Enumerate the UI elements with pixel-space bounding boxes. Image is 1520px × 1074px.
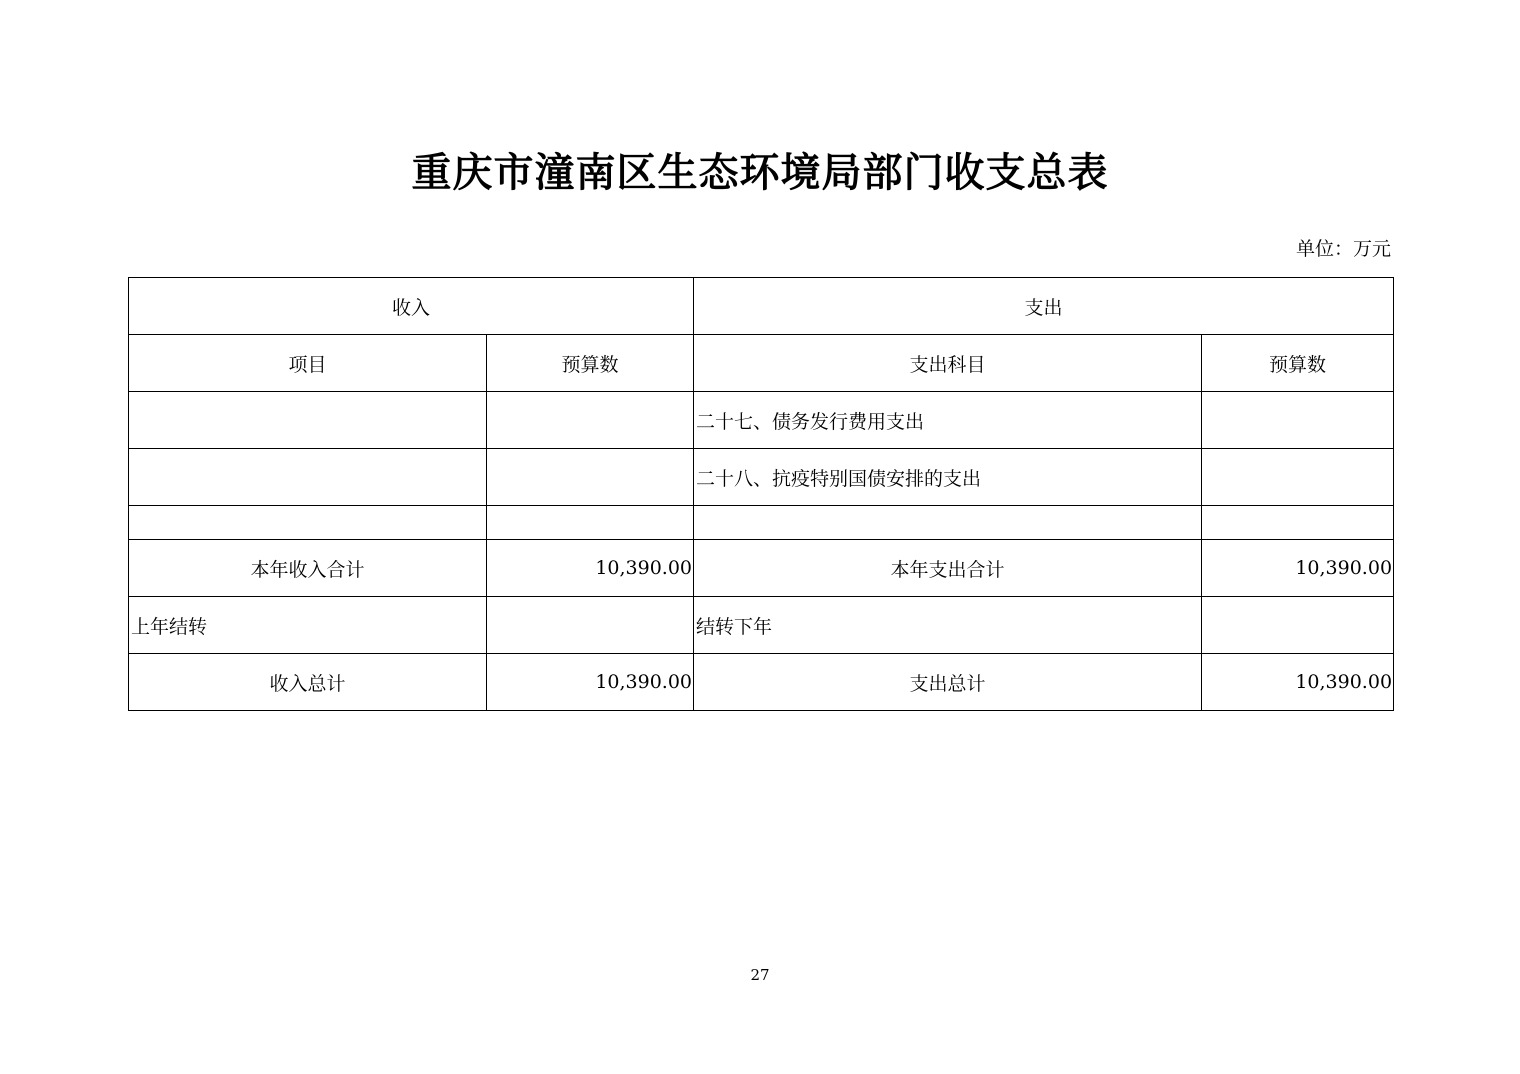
income-item-cell: 上年结转 <box>129 597 487 654</box>
income-item-cell <box>129 449 487 506</box>
column-header-expense-subject: 支出科目 <box>694 335 1202 392</box>
income-budget-cell: 10,390.00 <box>487 654 694 711</box>
expense-subject-cell <box>694 506 1202 540</box>
expense-budget-cell: 10,390.00 <box>1202 654 1394 711</box>
income-budget-cell <box>487 506 694 540</box>
income-item-cell <box>129 506 487 540</box>
income-expense-table <box>128 277 1394 711</box>
expense-budget-cell: 10,390.00 <box>1202 540 1394 597</box>
income-budget-cell <box>487 392 694 449</box>
table-row-annual-total <box>129 540 1394 597</box>
page-title: 重庆市潼南区生态环境局部门收支总表 <box>411 149 1109 196</box>
income-item-cell <box>129 392 487 449</box>
income-group-header: 收入 <box>129 278 694 335</box>
income-budget-cell <box>487 449 694 506</box>
expense-subject-cell: 二十七、债务发行费用支出 <box>694 392 1202 449</box>
column-header-item: 项目 <box>129 335 487 392</box>
table-column-header-row <box>129 335 1394 392</box>
table-row-carryover <box>129 597 1394 654</box>
table-row <box>129 449 1394 506</box>
income-budget-cell: 10,390.00 <box>487 540 694 597</box>
income-item-cell: 收入总计 <box>129 654 487 711</box>
expense-budget-cell <box>1202 392 1394 449</box>
income-item-cell: 本年收入合计 <box>129 540 487 597</box>
table-row <box>129 392 1394 449</box>
expense-subject-cell: 结转下年 <box>694 597 1202 654</box>
column-header-income-budget: 预算数 <box>487 335 694 392</box>
expense-subject-cell: 二十八、抗疫特别国债安排的支出 <box>694 449 1202 506</box>
expense-group-header: 支出 <box>694 278 1394 335</box>
page-number: 27 <box>750 966 770 984</box>
table-group-header-row <box>129 278 1394 335</box>
expense-subject-cell: 支出总计 <box>694 654 1202 711</box>
table-row-grand-total <box>129 654 1394 711</box>
expense-budget-cell <box>1202 449 1394 506</box>
expense-budget-cell <box>1202 506 1394 540</box>
expense-subject-cell: 本年支出合计 <box>694 540 1202 597</box>
income-budget-cell <box>487 597 694 654</box>
table-row <box>129 506 1394 540</box>
unit-label: 单位：万元 <box>1295 238 1391 260</box>
column-header-expense-budget: 预算数 <box>1202 335 1394 392</box>
expense-budget-cell <box>1202 597 1394 654</box>
